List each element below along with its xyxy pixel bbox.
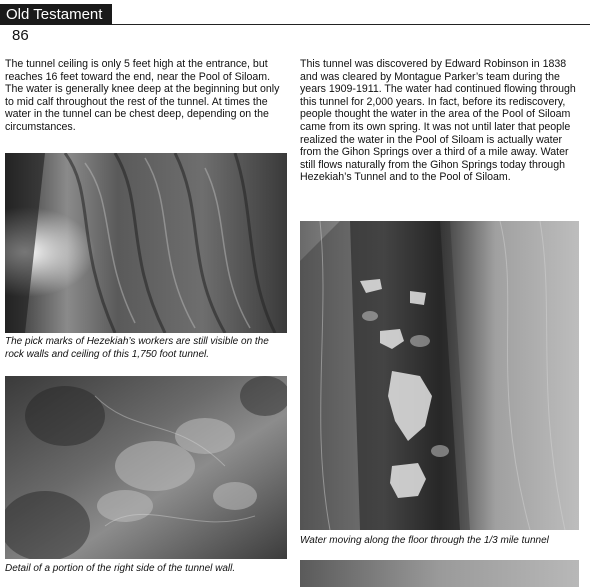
header-rule [112, 24, 590, 25]
tunnel-wall-detail-photo [5, 376, 287, 559]
water-floor-caption: Water moving along the floor through the 1/3 mile tunnel [300, 535, 549, 546]
tunnel-pick-marks-photo [5, 153, 287, 333]
body-paragraph-left: The tunnel ceiling is only 5 feet high at the entrance, but reaches 16 feet toward the end, near the Pool of Siloam. The water is generally knee deep at the beginning but only to mid calf throughout the rest of the tunnel. At times the water in the tunnel can be chest deep, depending on the circumstances. [5, 58, 280, 133]
tunnel-water-floor-photo [300, 221, 579, 530]
section-title: Old Testament [0, 4, 112, 25]
tunnel-photo-partial [300, 560, 579, 587]
body-paragraph-right: This tunnel was discovered by Edward Robinson in 1838 and was cleared by Montague Parker’s team during the years 1909-1911. The water had continued flowing through this tunnel for 2,000 years. In fact, before its rediscovery, people thought the water in the area of the Pool of Siloam came from its own spring. It was not until later that people realized the water in the Pool of Siloam is actually water from the Gihon Springs over a third of a mile away. Water still flows naturally from the Gihon Springs today through Hezekiah’s Tunnel and to the Pool of Siloam. [300, 58, 576, 184]
wall-detail-caption: Detail of a portion of the right side of the tunnel wall. [5, 563, 236, 574]
pick-marks-caption: The pick marks of Hezekiah’s workers are still visible on the rock walls and ceiling of this 1,750 foot tunnel. [5, 336, 269, 360]
page-number: 86 [12, 27, 29, 44]
